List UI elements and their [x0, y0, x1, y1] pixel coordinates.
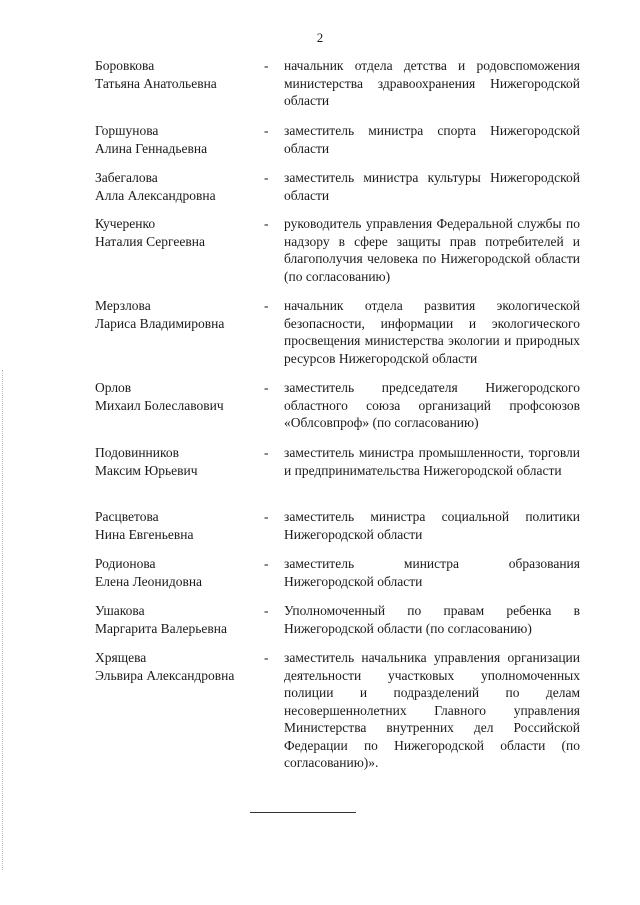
- dash-separator: -: [264, 170, 269, 185]
- position-text: заместитель министра спорта Нижегородской области: [284, 123, 580, 156]
- surname: Мерзлова: [95, 298, 151, 313]
- position-text: заместитель министра культуры Нижегородской области: [284, 170, 580, 203]
- dash-separator: -: [264, 650, 269, 665]
- given-names: Татьяна Анатольевна: [95, 75, 217, 91]
- surname: Подовинников: [95, 445, 179, 460]
- surname: Боровкова: [95, 58, 155, 73]
- position-text: Уполномоченный по правам ребенка в Нижегородской области (по согласованию): [284, 603, 580, 636]
- person-name: [95, 602, 260, 637]
- position-text: заместитель министра социальной политики Нижегородской области: [284, 509, 580, 542]
- given-names: Максим Юрьевич: [95, 462, 198, 478]
- person-name: [95, 215, 260, 250]
- dash-separator: -: [264, 58, 269, 73]
- dash-separator: -: [264, 445, 269, 460]
- surname: Расцветова: [95, 509, 159, 524]
- given-names: Михаил Болеславович: [95, 397, 224, 413]
- dash-separator: -: [264, 603, 269, 618]
- surname: Забегалова: [95, 170, 158, 185]
- position-text: заместитель председателя Нижегородского областного союза организаций профсоюзов «Облсовпроф» (по согласованию): [284, 380, 580, 430]
- surname: Родионова: [95, 556, 156, 571]
- surname: Ушакова: [95, 603, 145, 618]
- given-names: Наталия Сергеевна: [95, 233, 205, 249]
- given-names: Елена Леонидовна: [95, 573, 203, 589]
- dash-separator: -: [264, 556, 269, 571]
- given-names: Эльвира Александровна: [95, 667, 235, 683]
- given-names: Алла Александровна: [95, 187, 216, 203]
- scan-edge-marks: [2, 370, 5, 870]
- position-text: заместитель министра образования Нижегородской области: [284, 556, 580, 589]
- person-name: [95, 555, 260, 590]
- page-number: 2: [316, 30, 324, 45]
- surname: Горшунова: [95, 123, 159, 138]
- person-name: [95, 379, 260, 414]
- person-name: [95, 444, 260, 479]
- given-names: Маргарита Валерьевна: [95, 620, 228, 636]
- position-text: заместитель начальника управления организации деятельности участковых уполномоченных полиции и подразделений по делам несовершеннолетних Главного управления Министерства внутренних дел Российской Федерации по Нижегородской области (по согласованию)».: [284, 650, 580, 770]
- position-text: руководитель управления Федеральной службы по надзору в сфере защиты прав потребителей и благополучия человека по Нижегородской области (по согласованию): [284, 216, 580, 284]
- surname: Хрящева: [95, 650, 147, 665]
- position-text: начальник отдела детства и родовспоможения министерства здравоохранения Нижегородской области: [284, 58, 580, 108]
- person-name: [95, 649, 260, 684]
- person-name: [95, 169, 260, 204]
- person-name: [95, 297, 260, 332]
- end-divider-line: [250, 812, 356, 813]
- given-names: Лариса Владимировна: [95, 315, 225, 331]
- person-name: [95, 57, 260, 92]
- surname: Кучеренко: [95, 216, 156, 231]
- dash-separator: -: [264, 216, 269, 231]
- position-text: заместитель министра промышленности, торговли и предпринимательства Нижегородской области: [284, 445, 580, 478]
- dash-separator: -: [264, 123, 269, 138]
- person-name: [95, 508, 260, 543]
- surname: Орлов: [95, 380, 132, 395]
- dash-separator: -: [264, 298, 269, 313]
- person-name: [95, 122, 260, 157]
- position-text: начальник отдела развития экологической безопасности, информации и экологического просвещения министерства экологии и природных ресурсов Нижегородской области: [284, 298, 580, 366]
- dash-separator: -: [264, 509, 269, 524]
- given-names: Алина Геннадьевна: [95, 140, 208, 156]
- dash-separator: -: [264, 380, 269, 395]
- given-names: Нина Евгеньевна: [95, 526, 194, 542]
